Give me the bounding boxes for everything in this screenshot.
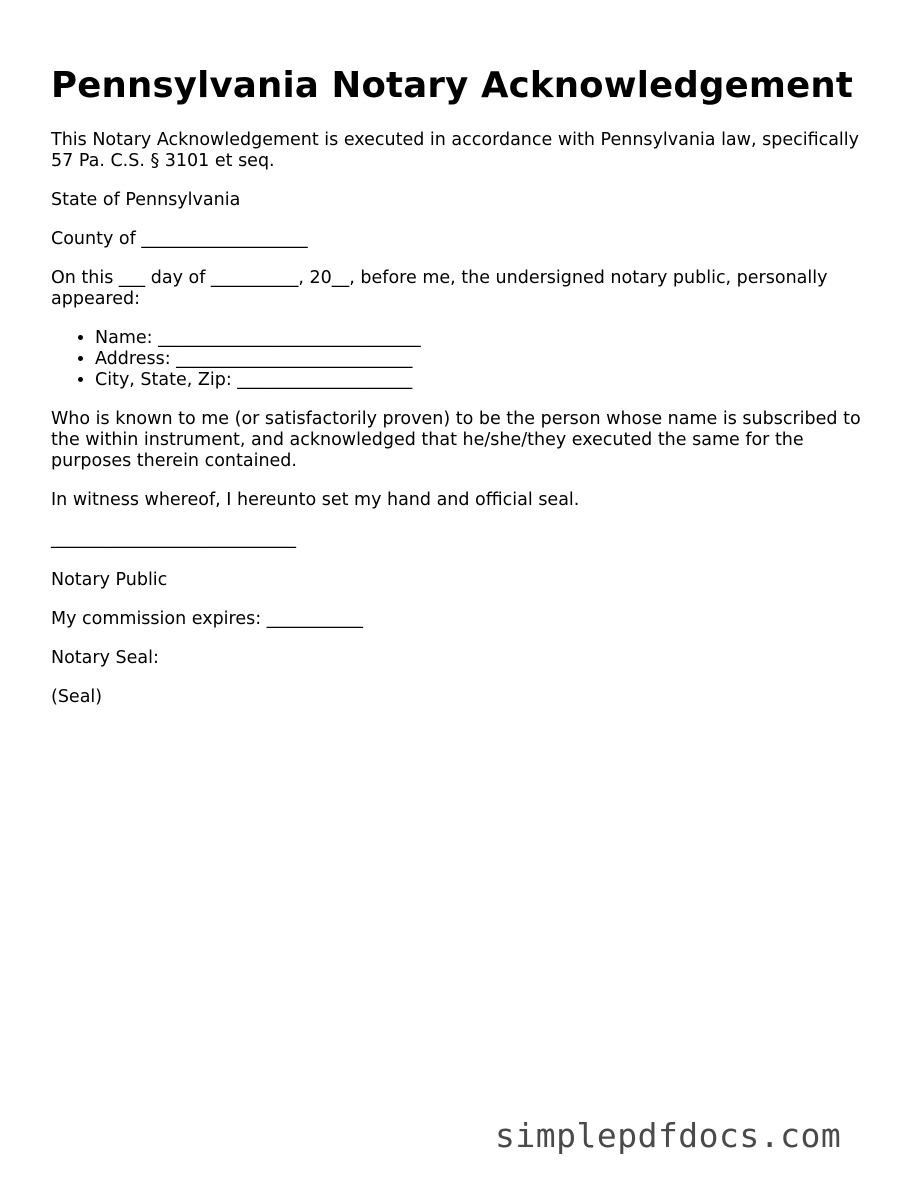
name-field: • Name: ______________________________ — [95, 328, 871, 349]
intro-paragraph: This Notary Acknowledgement is executed in accordance with Pennsylvania law, specifically 57 Pa. C.S. § 3101 et seq. — [51, 130, 860, 171]
acknowledgement-paragraph: Who is known to me (or satisfactorily proven) to be the person whose name is subscribed to the within instrument, and acknowledged that he/she/they executed the same for the purposes therein contained. — [51, 409, 861, 471]
signer-fields-list — [51, 328, 871, 391]
address-field: • Address: ___________________________ — [95, 349, 871, 370]
county-line: County of ___________________ — [51, 229, 308, 249]
document-title: Pennsylvania Notary Acknowledgement — [51, 65, 854, 106]
notary-public-label: Notary Public — [51, 570, 168, 590]
city-state-zip-field: • City, State, Zip: ____________________ — [95, 370, 871, 391]
witness-paragraph: In witness whereof, I hereunto set my hand and official seal. — [51, 490, 580, 510]
signature-line: ____________________________ — [51, 529, 296, 549]
state-line: State of Pennsylvania — [51, 190, 241, 210]
commission-expires-line: My commission expires: ___________ — [51, 609, 363, 629]
document-page — [51, 62, 871, 726]
seal-placeholder: (Seal) — [51, 687, 103, 707]
notary-seal-label: Notary Seal: — [51, 648, 159, 668]
watermark-text: simplepdfdocs.com — [495, 1116, 842, 1155]
appearance-paragraph: On this ___ day of __________, 20__, before me, the undersigned notary public, personally appeared: — [51, 268, 828, 309]
